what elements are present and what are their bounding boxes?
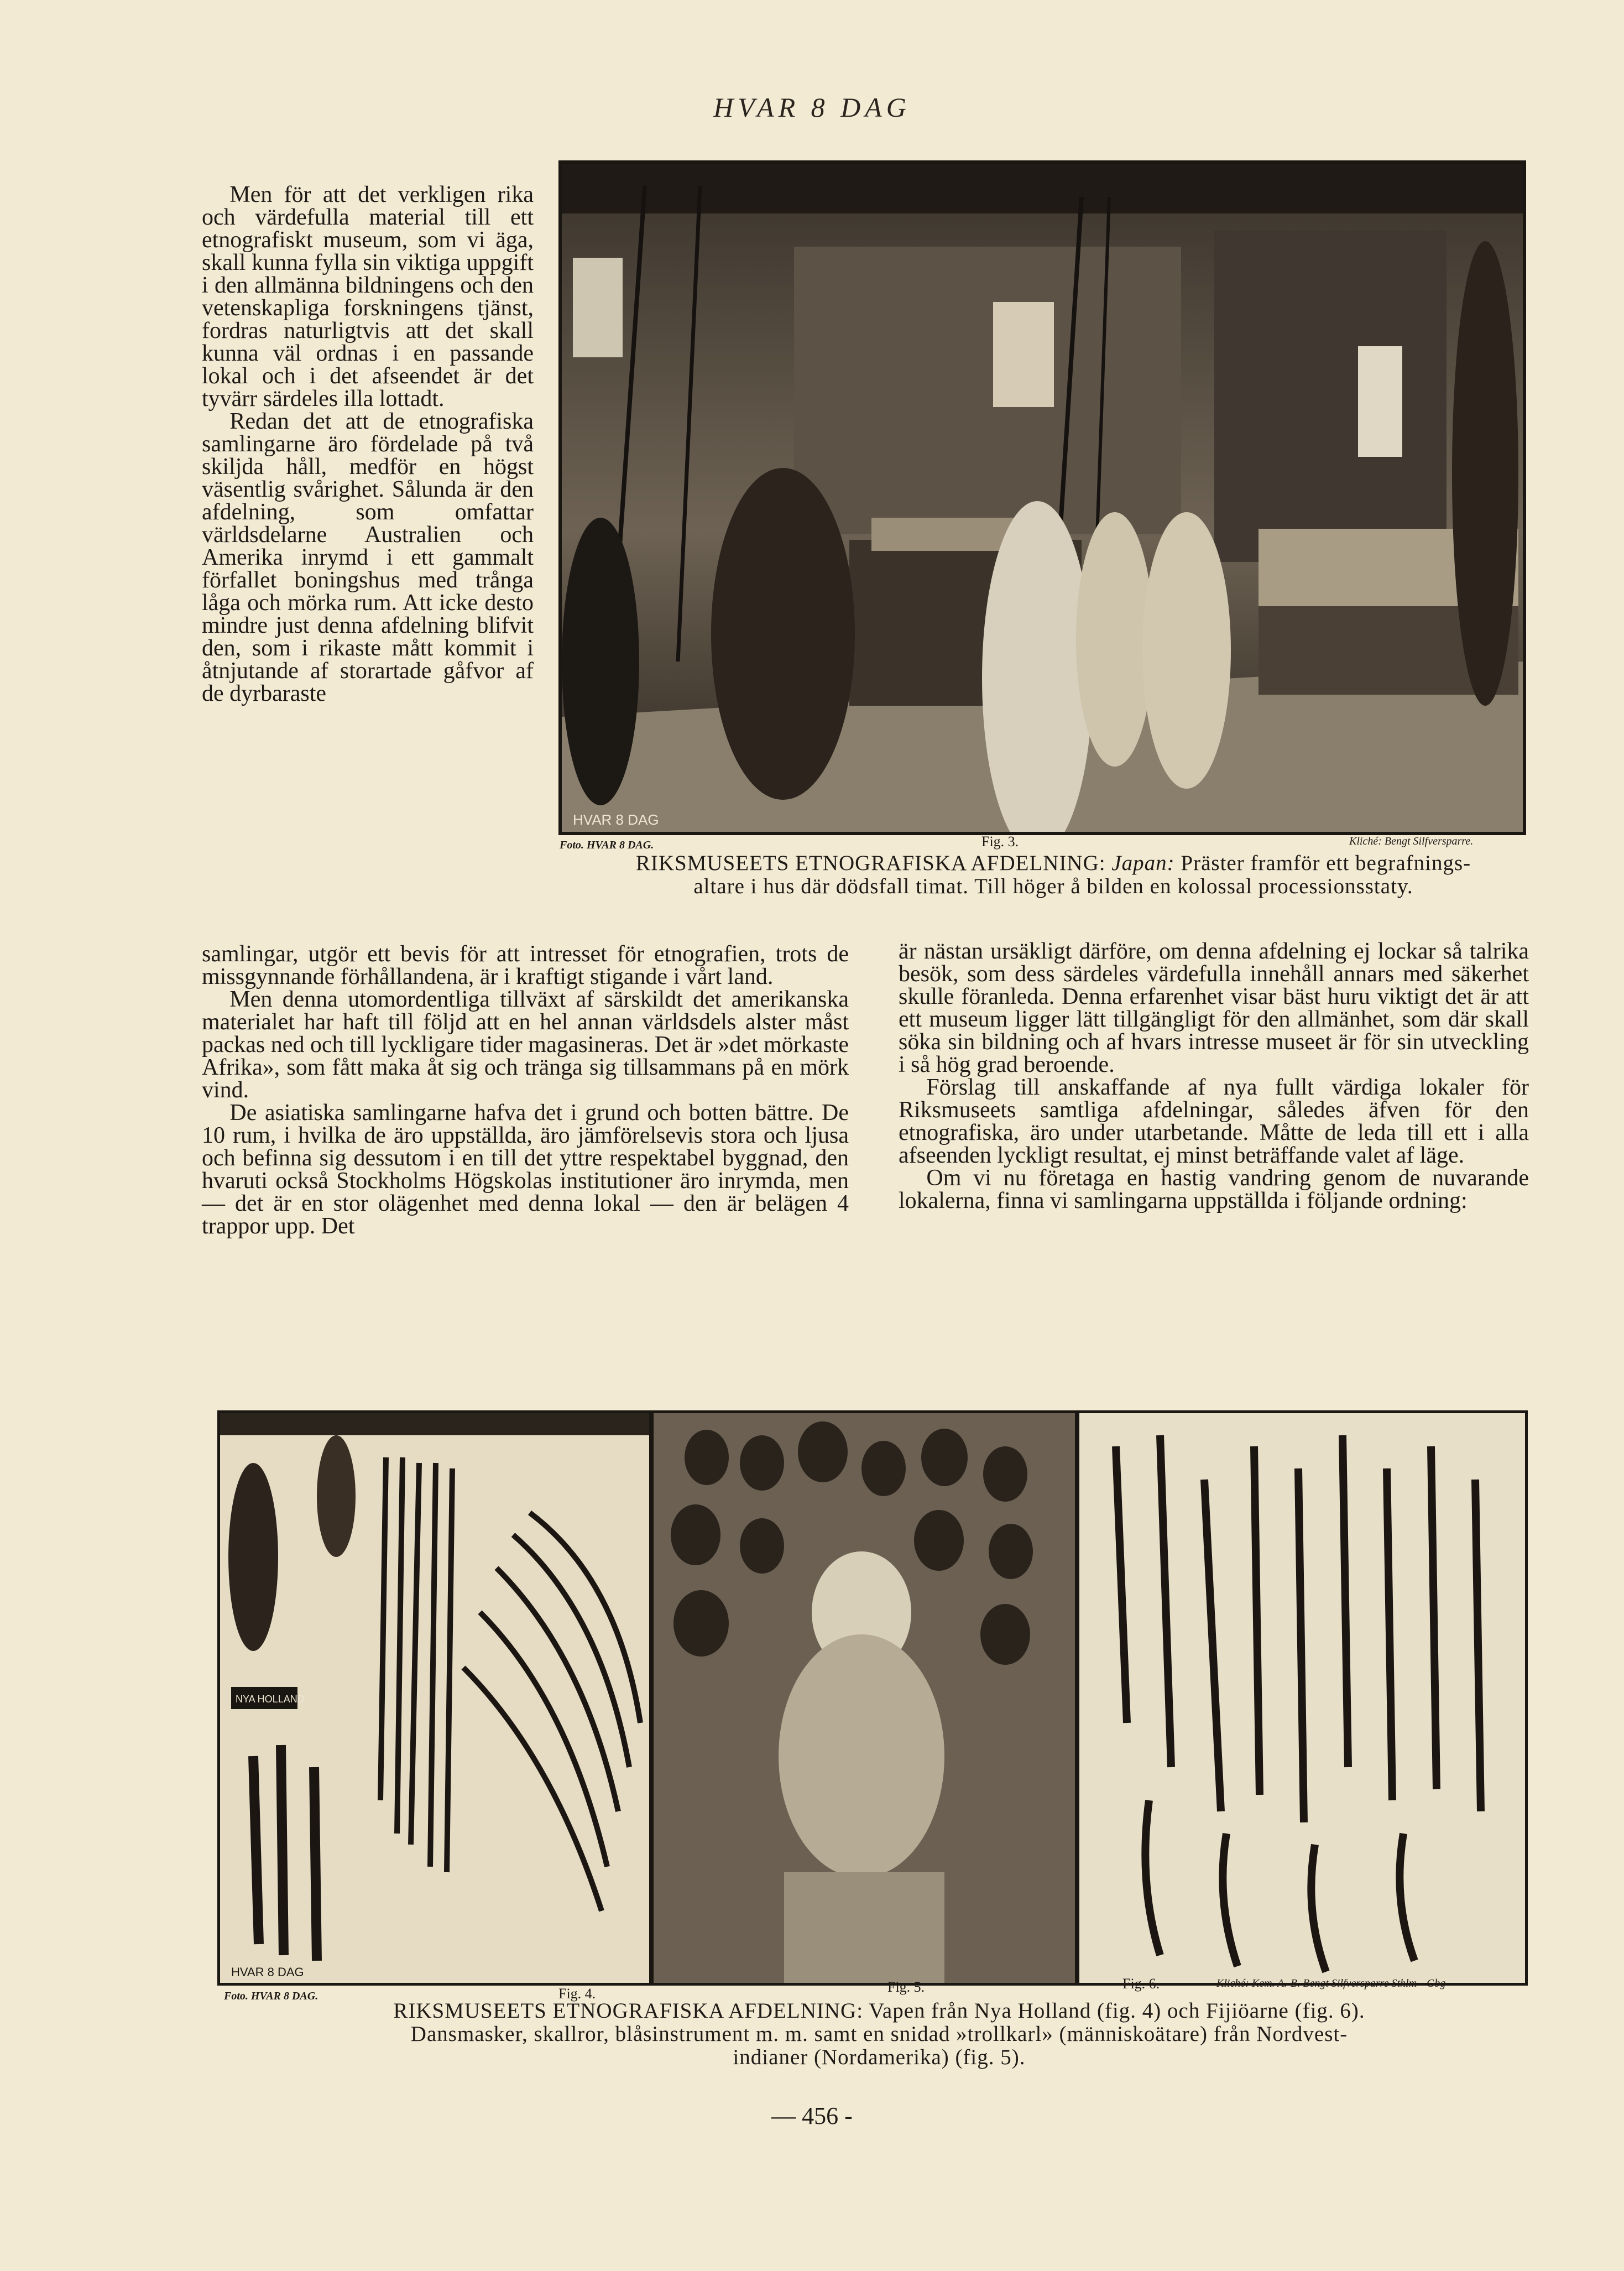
paragraph: Om vi nu företaga en hastig vandring genom de nuvarande lokalerna, finna vi samlingarna uppställda i följande ordning: [899,1165,1529,1213]
paragraph: De asiatiska samlingarne hafva det i grund och botten bättre. De 10 rum, i hvilka de äro uppställda, äro jämförelsevis stora och ljusa och befinna sig dessutom i en till det yttre respektabel byggnad, den hvaruti också Stockholms Högskolas institutioner äro inrymda, men — det är en stor olägenhet med denna lokal — den är belägen 4 trappor upp. Det [202,1100,849,1239]
fig3-cliche-credit: Kliché: Bengt Silfversparre. [1349,835,1474,847]
fig4-label: Fig. 4. [558,1986,596,2002]
paragraph: Förslag till anskaffande af nya fullt värdiga lokaler för Riksmuseets samtliga afdelningar, således äfven för den etnografiska, äro under utarbetande. Måtte de leda till ett i alla afseenden lyckligt resultat, ej minst beträffande valet af läge. [899,1075,1529,1168]
fig3-label: Fig. 3. [981,834,1019,850]
fig3-caption-italic: Japan: [1111,851,1175,875]
fig4-sign: NYA HOLLAND [236,1694,305,1705]
paragraph: Men för att det verkligen rika och värdefulla material till ett etnografiskt museum, som vi äga, skall kunna fylla sin viktiga uppgift i den allmänna bildningens och den vetenskapliga forskningens tjänst, fordras naturligtvis att det skall kunna väl ordnas i en passande lokal och i det afseendet är det tyvärr särdeles illa lottadt. [202,182,534,412]
fig456-caption-line3: indianer (Nordamerika) (fig. 5). [733,2045,1026,2069]
paragraph: Men denna utomordentliga tillväxt af särskildt det amerikanska materialet har haft till följd att en hel annan världsdels alster måst packas ned och till lyckligare tider magasineras. Det är »det mörkaste Afrika», som fått maka åt sig och tränga sig tillsammans på en mörk vind. [202,987,849,1103]
text-column-right [899,940,1529,1212]
text-column-left [202,943,849,1238]
fig456-caption-line1: RIKSMUSEETS ETNOGRAFISKA AFDELNING: Vapen från Nya Holland (fig. 4) och Fijiöarne (fig. 6). [393,1999,1365,2023]
fig3-photo-credit: Foto. HVAR 8 DAG. [560,839,654,851]
fig3-caption [575,852,1532,898]
paragraph: samlingar, utgör ett bevis för att intresset för etnografien, trots de missgynnande förhållandena, är i kraftigt stigande i vårt land. [202,941,849,989]
page-header: HVAR 8 DAG [713,92,911,123]
fig3-photo-japan-priests [558,160,1526,835]
fig6-label: Fig. 6. [1122,1976,1160,1992]
fig456-caption-line2: Dansmasker, skallror, blåsinstrument m. m. samt en snidad »trollkarl» (människoätare) från Nordvest- [410,2022,1348,2046]
paragraph: Redan det att de etnografiska samlingarne äro fördelade på två skiljda håll, medför en högst väsentlig svårighet. Sålunda är den afdelning, som omfattar världsdelarne Australien och Amerika inrymd i ett gammalt förfallet boningshus med trånga låga och mörka rum. Att icke desto mindre just denna afdelning blifvit den, som i rikaste mått kommit i åtnjutande af storartade gåfvor af de dyrbaraste [202,409,534,706]
fig5-label: Fig. 5. [887,1979,925,1995]
page-number: — 456 - [771,2102,853,2129]
fig4-6-photo-illustration [220,1413,1525,1983]
fig3-watermark: HVAR 8 DAG [573,811,659,828]
fig3-caption-heading: RIKSMUSEETS ETNOGRAFISKA AFDELNING: [635,851,1106,875]
text-column-narrow [202,184,534,705]
fig4-watermark: HVAR 8 DAG [231,1965,304,1979]
paragraph: är nästan ursäkligt därföre, om denna afdelning ej lockar så talrika besök, som dess särdeles värdefulla innehåll annars med säkerhet skulle föranleda. Denna erfarenhet visar bäst huru viktigt det är att ett museum ligger lätt tillgängligt för den allmänhet, som där skall söka sin bildning och af hvars intresse museet är för sin utveckling i så hög grad beroende. [899,939,1529,1077]
fig456-photo-credit: Foto. HVAR 8 DAG. [224,1990,318,2002]
fig3-photo-illustration [562,164,1523,832]
fig4-6-photo-weapons-masks [217,1410,1528,1986]
fig456-caption [221,1999,1537,2069]
fig3-caption-rest: Präster framför ett begrafnings- [1181,851,1471,875]
fig3-caption-line2: altare i hus där dödsfall timat. Till höger å bilden en kolossal processionsstaty. [693,874,1413,898]
fig456-cliche-credit: Kliché: Kem. A.-B. Bengt Silfversparre Sthlm—Gbg [1216,1977,1446,1989]
